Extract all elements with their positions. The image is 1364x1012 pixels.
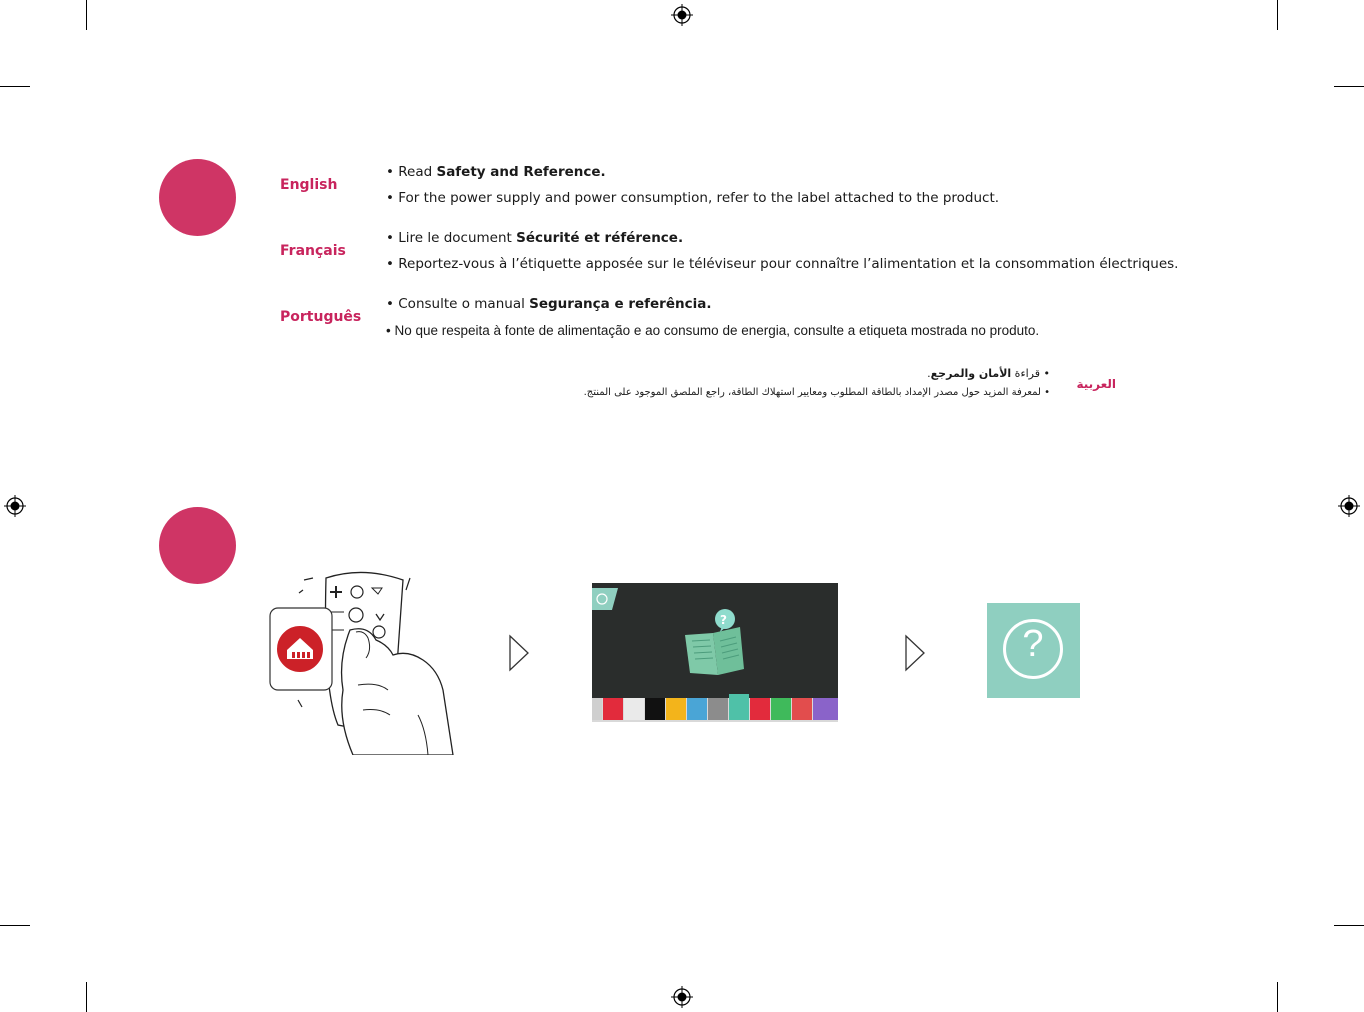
- launcher-app-icon: [666, 698, 686, 720]
- registration-mark-icon: [671, 4, 693, 26]
- arabic-line-2: • لمعرفة المزيد حول مصدر الإمداد بالطاقة المطلوب ومعايير استهلاك الطاقة، راجع الملصق الموجود على المنتج.: [583, 387, 1050, 398]
- remote-home-button-icon: [268, 570, 458, 755]
- launcher-app-icon: [771, 698, 791, 720]
- portuguese-line-1-text: • Consulte o manual: [386, 296, 530, 312]
- arabic-line-1-text: • قراءة: [1011, 367, 1050, 380]
- help-question-symbol: ?: [1022, 623, 1044, 665]
- launcher-app-icon: [624, 698, 644, 720]
- registration-mark-icon: [4, 495, 26, 517]
- launcher-app-icon: [813, 698, 838, 720]
- crop-mark: [0, 925, 30, 926]
- french-line-2: • Reportez-vous à l’étiquette apposée sur le téléviseur pour connaître l’alimentation et la consommation électriques.: [386, 256, 1179, 272]
- lang-label-english: English: [280, 177, 338, 193]
- launcher-app-icon: [792, 698, 812, 720]
- arabic-line-1-suffix: .: [927, 367, 931, 380]
- launcher-app-icon: [750, 698, 770, 720]
- english-line-1: [386, 164, 606, 180]
- launcher-arrow-icon: [592, 698, 602, 720]
- arrow-right-icon: [508, 634, 530, 672]
- launcher-app-icon: [603, 698, 623, 720]
- crop-mark: [0, 86, 30, 87]
- portuguese-line-1-bold: Segurança e referência.: [529, 296, 712, 312]
- help-book-icon: [680, 605, 750, 680]
- crop-mark: [1277, 0, 1278, 30]
- french-line-1: [386, 230, 683, 246]
- crop-mark: [86, 0, 87, 30]
- launcher-app-icon: [708, 698, 728, 720]
- crop-mark: [1334, 86, 1364, 87]
- registration-mark-icon: [671, 986, 693, 1008]
- portuguese-line-1: [386, 296, 711, 312]
- help-question-icon: [987, 603, 1080, 698]
- step-2-circle: [159, 507, 236, 584]
- launcher-app-icon: [687, 698, 707, 720]
- screen-badge-text: ?: [720, 613, 727, 627]
- crop-mark: [1334, 925, 1364, 926]
- launcher-help-app-icon: [729, 694, 749, 720]
- lang-label-french: Français: [280, 243, 346, 259]
- step-1-circle: [159, 159, 236, 236]
- arabic-line-1: [700, 367, 1050, 380]
- english-line-1-bold: Safety and Reference.: [436, 164, 606, 180]
- english-line-2: • For the power supply and power consumption, refer to the label attached to the product.: [386, 190, 1000, 206]
- launcher-app-icon: [645, 698, 665, 720]
- crop-mark: [86, 982, 87, 1012]
- screen-corner-badge-icon: [592, 588, 618, 610]
- english-line-1-text: • Read: [386, 164, 437, 180]
- crop-mark: [1277, 982, 1278, 1012]
- arabic-line-1-bold: الأمان والمرجع: [930, 367, 1012, 380]
- lang-label-arabic: العربية: [1076, 377, 1116, 391]
- lang-label-portuguese: Português: [280, 309, 362, 325]
- french-line-1-text: • Lire le document: [386, 230, 517, 246]
- portuguese-line-2: • No que respeita à fonte de alimentação e ao consumo de energia, consulte a etiqueta mostrada no produto.: [386, 323, 1040, 338]
- registration-mark-icon: [1338, 495, 1360, 517]
- tv-help-screen-icon: [592, 583, 838, 722]
- arrow-right-icon: [904, 634, 926, 672]
- french-line-1-bold: Sécurité et référence.: [516, 230, 684, 246]
